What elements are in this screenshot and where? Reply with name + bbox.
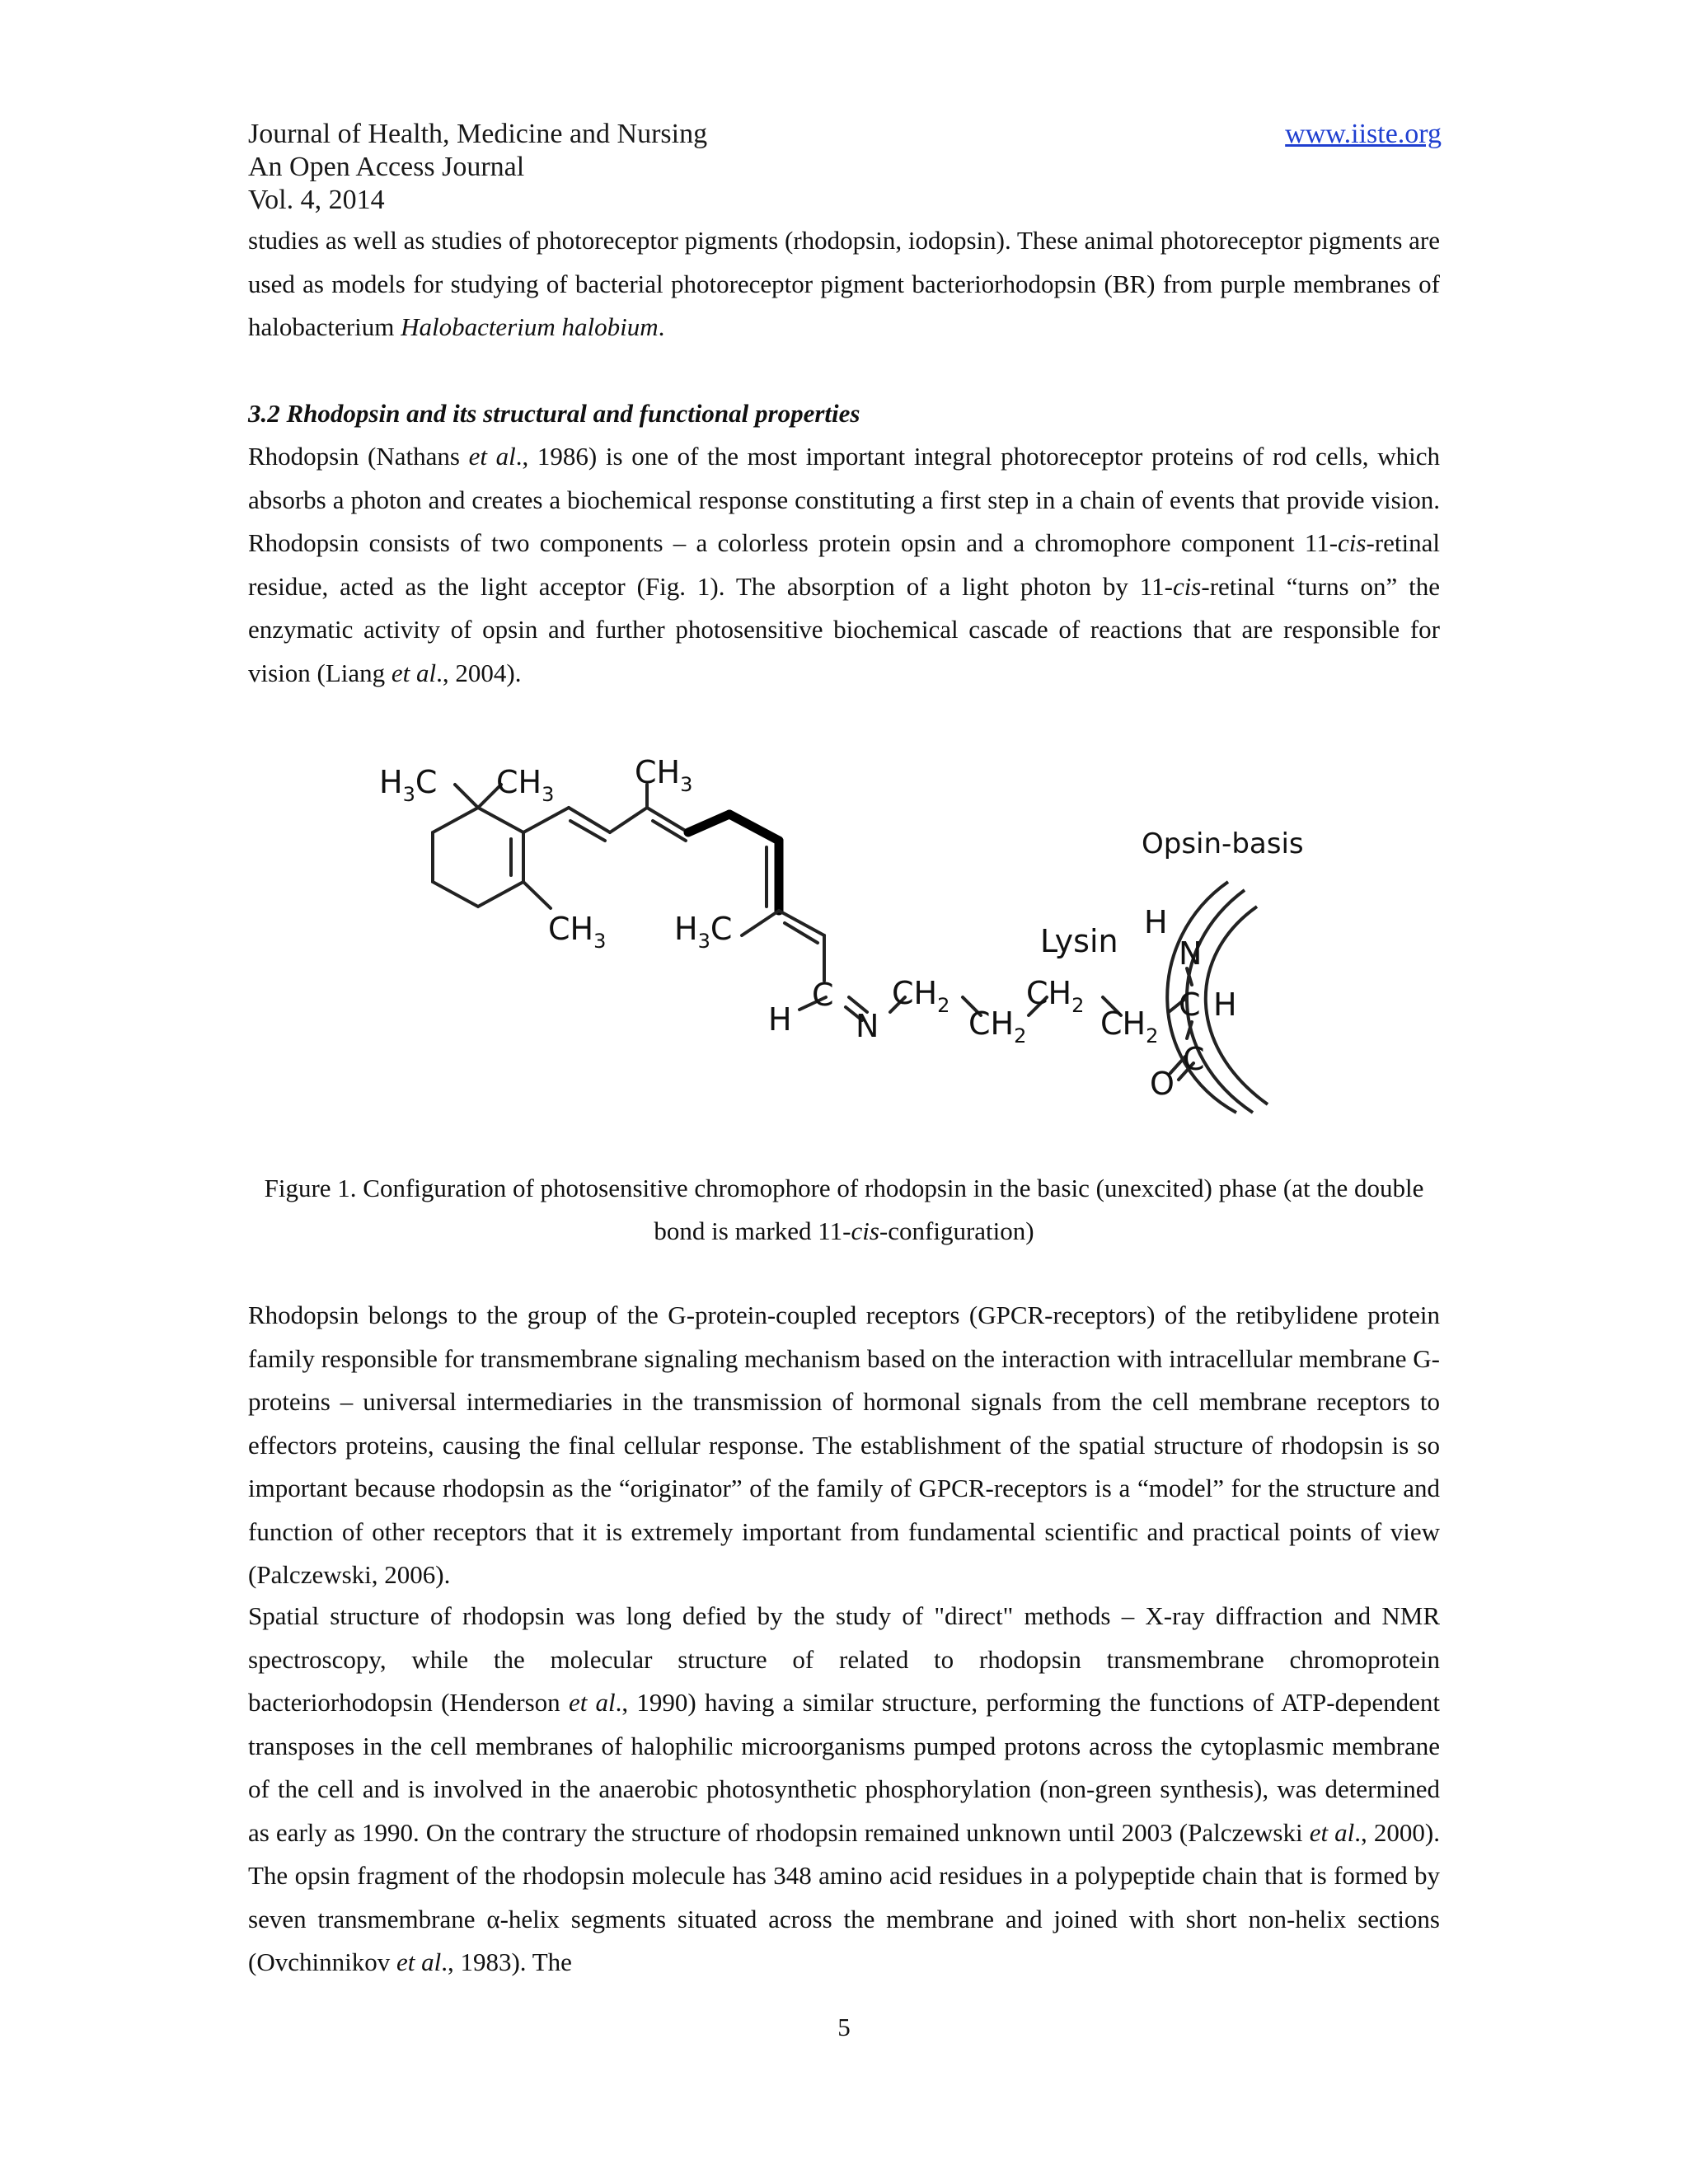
label-carbon: C bbox=[1183, 1041, 1205, 1077]
label-carbon: C bbox=[415, 764, 438, 800]
page-number: 5 bbox=[837, 2013, 851, 2041]
label-subscript: 3 bbox=[697, 930, 710, 953]
intro-paragraph bbox=[248, 219, 1440, 349]
bond bbox=[569, 808, 610, 832]
text-run: Spatial structure of rhodopsin was long defied by the study of "direct" methods – X-ray diffraction and NMR spectroscopy, while the molecular structure of related to rhodopsin transmembrane chromoprotein bacteriorhodopsin (Henderson bbox=[248, 1601, 1440, 1717]
text-italic: et al bbox=[568, 1688, 616, 1717]
label-h3c: H bbox=[379, 764, 403, 800]
paragraph-1 bbox=[248, 435, 1440, 695]
text-run: Figure 1. Configuration of photosensitive chromophore of rhodopsin in the basic (unexcited) phase (at the double bond is marked 11- bbox=[264, 1174, 1424, 1245]
text-italic: et al bbox=[396, 1947, 442, 1976]
label-ch2: CH bbox=[892, 975, 938, 1011]
label-ch3: CH bbox=[548, 911, 594, 947]
text-italic: et al bbox=[468, 442, 516, 471]
label-subscript: 2 bbox=[1146, 1024, 1159, 1047]
svg-text:CH3 bbox=[635, 754, 692, 796]
text-italic: et al bbox=[391, 658, 437, 687]
double-bond-line bbox=[785, 923, 818, 943]
label-ch3: CH bbox=[635, 754, 681, 790]
text-run: -retinal “turns on” the enzymatic activity of opsin and further photosensitive biochemical cascade of reactions that are responsible for vision (Liang bbox=[248, 571, 1440, 687]
text-run: ., 1990) having a similar structure, performing the functions of ATP-dependent transposes in the cell membranes of halophilic microorganisms pumped protons across the cytoplasmic membrane of the cell and is involved in the anaerobic photosynthetic phosphorylation (non-green synthesis), was determined as early as 1990. On the contrary the structure of rhodopsin remained unknown until 2003 (Palczewski bbox=[248, 1688, 1440, 1847]
text-run: -retinal residue, acted as the light acceptor (Fig. 1). The absorption of a light photon by 11- bbox=[248, 528, 1440, 601]
label-subscript: 3 bbox=[542, 783, 555, 806]
text-run: ., 1983). The bbox=[441, 1947, 572, 1976]
label-ch3: CH bbox=[496, 764, 542, 800]
section-heading: 3.2 Rhodopsin and its structural and functional properties bbox=[248, 399, 860, 428]
journal-subtitle: An Open Access Journal bbox=[248, 152, 525, 182]
paragraph-2: Rhodopsin belongs to the group of the G-protein-coupled receptors (GPCR-receptors) of the retibylidene protein family responsible for transmembrane signaling mechanism based on the interaction with intracellular membrane G-proteins – universal intermediaries in the transmission of hormonal signals from the cell membrane receptors to effectors proteins, causing the final cellular response. The establishment of the spatial structure of rhodopsin is so important because rhodopsin as the “originator” of the family of GPCR-receptors is a “model” for the structure and function of other receptors that it is extremely important from fundamental scientific and practical points of view (Palczewski, 2006). bbox=[248, 1301, 1440, 1589]
label-subscript: 2 bbox=[1071, 994, 1085, 1017]
bond bbox=[610, 808, 647, 832]
label-lysin: Lysin bbox=[1040, 923, 1118, 959]
text-run: ., 1986) is one of the most important integral photoreceptor proteins of rod cells, which absorbs a photon and creates a biochemical response constituting a first step in a chain of events that provide vision. Rhodopsin consists of two components – a colorless protein opsin and a chromophore component 11- bbox=[248, 442, 1440, 557]
svg-text:CH2 bbox=[892, 975, 950, 1017]
journal-volume: Vol. 4, 2014 bbox=[248, 185, 385, 215]
cis-bond bbox=[688, 814, 729, 832]
svg-text:CH3 bbox=[548, 911, 606, 953]
text-run: studies as well as studies of photoreceptor pigments (rhodopsin, iodopsin). These animal photoreceptor pigments are used as models for studying of bacterial photoreceptor pigment bacteriorhodopsin (BR) from purple membranes of halobacterium bbox=[248, 226, 1440, 341]
label-h3c: H bbox=[674, 911, 698, 947]
bond bbox=[523, 882, 551, 908]
label-nitrogen: N bbox=[1179, 935, 1203, 972]
label-carbon: C bbox=[1179, 987, 1201, 1023]
label-h: H bbox=[768, 1001, 792, 1038]
svg-text:H3C bbox=[674, 911, 732, 953]
svg-text:CH2 bbox=[968, 1005, 1026, 1047]
label-nitrogen: N bbox=[856, 1008, 879, 1044]
svg-text:CH2 bbox=[1100, 1005, 1158, 1047]
text-run: -configuration) bbox=[879, 1216, 1034, 1245]
label-ch2: CH bbox=[1026, 975, 1072, 1011]
text-italic: cis bbox=[1338, 528, 1367, 557]
text-run: . bbox=[658, 312, 665, 341]
label-h: H bbox=[1213, 987, 1237, 1023]
cis-bond bbox=[729, 814, 779, 841]
svg-text:CH2 bbox=[1026, 975, 1084, 1017]
label-carbon: C bbox=[710, 911, 733, 947]
species-name: Halobacterium halobium bbox=[401, 312, 659, 341]
label-subscript: 2 bbox=[1014, 1024, 1027, 1047]
label-subscript: 3 bbox=[593, 930, 607, 953]
paragraph-3 bbox=[248, 1595, 1440, 1985]
double-bond-line bbox=[653, 821, 686, 841]
double-bond-line bbox=[570, 821, 605, 841]
figure-caption bbox=[248, 1167, 1440, 1253]
label-h: H bbox=[1144, 904, 1168, 940]
text-run: Rhodopsin (Nathans bbox=[248, 442, 469, 471]
svg-text:H3C bbox=[379, 764, 437, 806]
text-italic: cis bbox=[1172, 571, 1202, 601]
rhodopsin-chromophore-figure bbox=[363, 750, 1335, 1129]
bond bbox=[523, 808, 569, 832]
label-ch2: CH bbox=[1100, 1005, 1146, 1042]
website-link[interactable]: www.iiste.org bbox=[1285, 119, 1442, 149]
label-subscript: 3 bbox=[680, 773, 693, 796]
journal-title: Journal of Health, Medicine and Nursing bbox=[248, 119, 708, 149]
bond bbox=[742, 911, 779, 935]
label-oxygen: O bbox=[1150, 1066, 1175, 1102]
label-subscript: 3 bbox=[402, 783, 415, 806]
text-run: ., 2004). bbox=[436, 658, 522, 687]
label-ch2: CH bbox=[968, 1005, 1015, 1042]
label-subscript: 2 bbox=[937, 994, 950, 1017]
label-opsin-basis: Opsin-basis bbox=[1142, 827, 1304, 860]
text-italic: et al bbox=[1309, 1817, 1355, 1847]
svg-text:CH3 bbox=[496, 764, 554, 806]
text-run: ., 2000). The opsin fragment of the rhodopsin molecule has 348 amino acid residues in a polypeptide chain that is formed by seven transmembrane α-helix segments situated across the membrane and joined with short non-helix sections (Ovchinnikov bbox=[248, 1817, 1440, 1976]
bond bbox=[455, 785, 478, 808]
text-italic: cis bbox=[851, 1216, 879, 1245]
label-carbon: C bbox=[812, 977, 834, 1013]
